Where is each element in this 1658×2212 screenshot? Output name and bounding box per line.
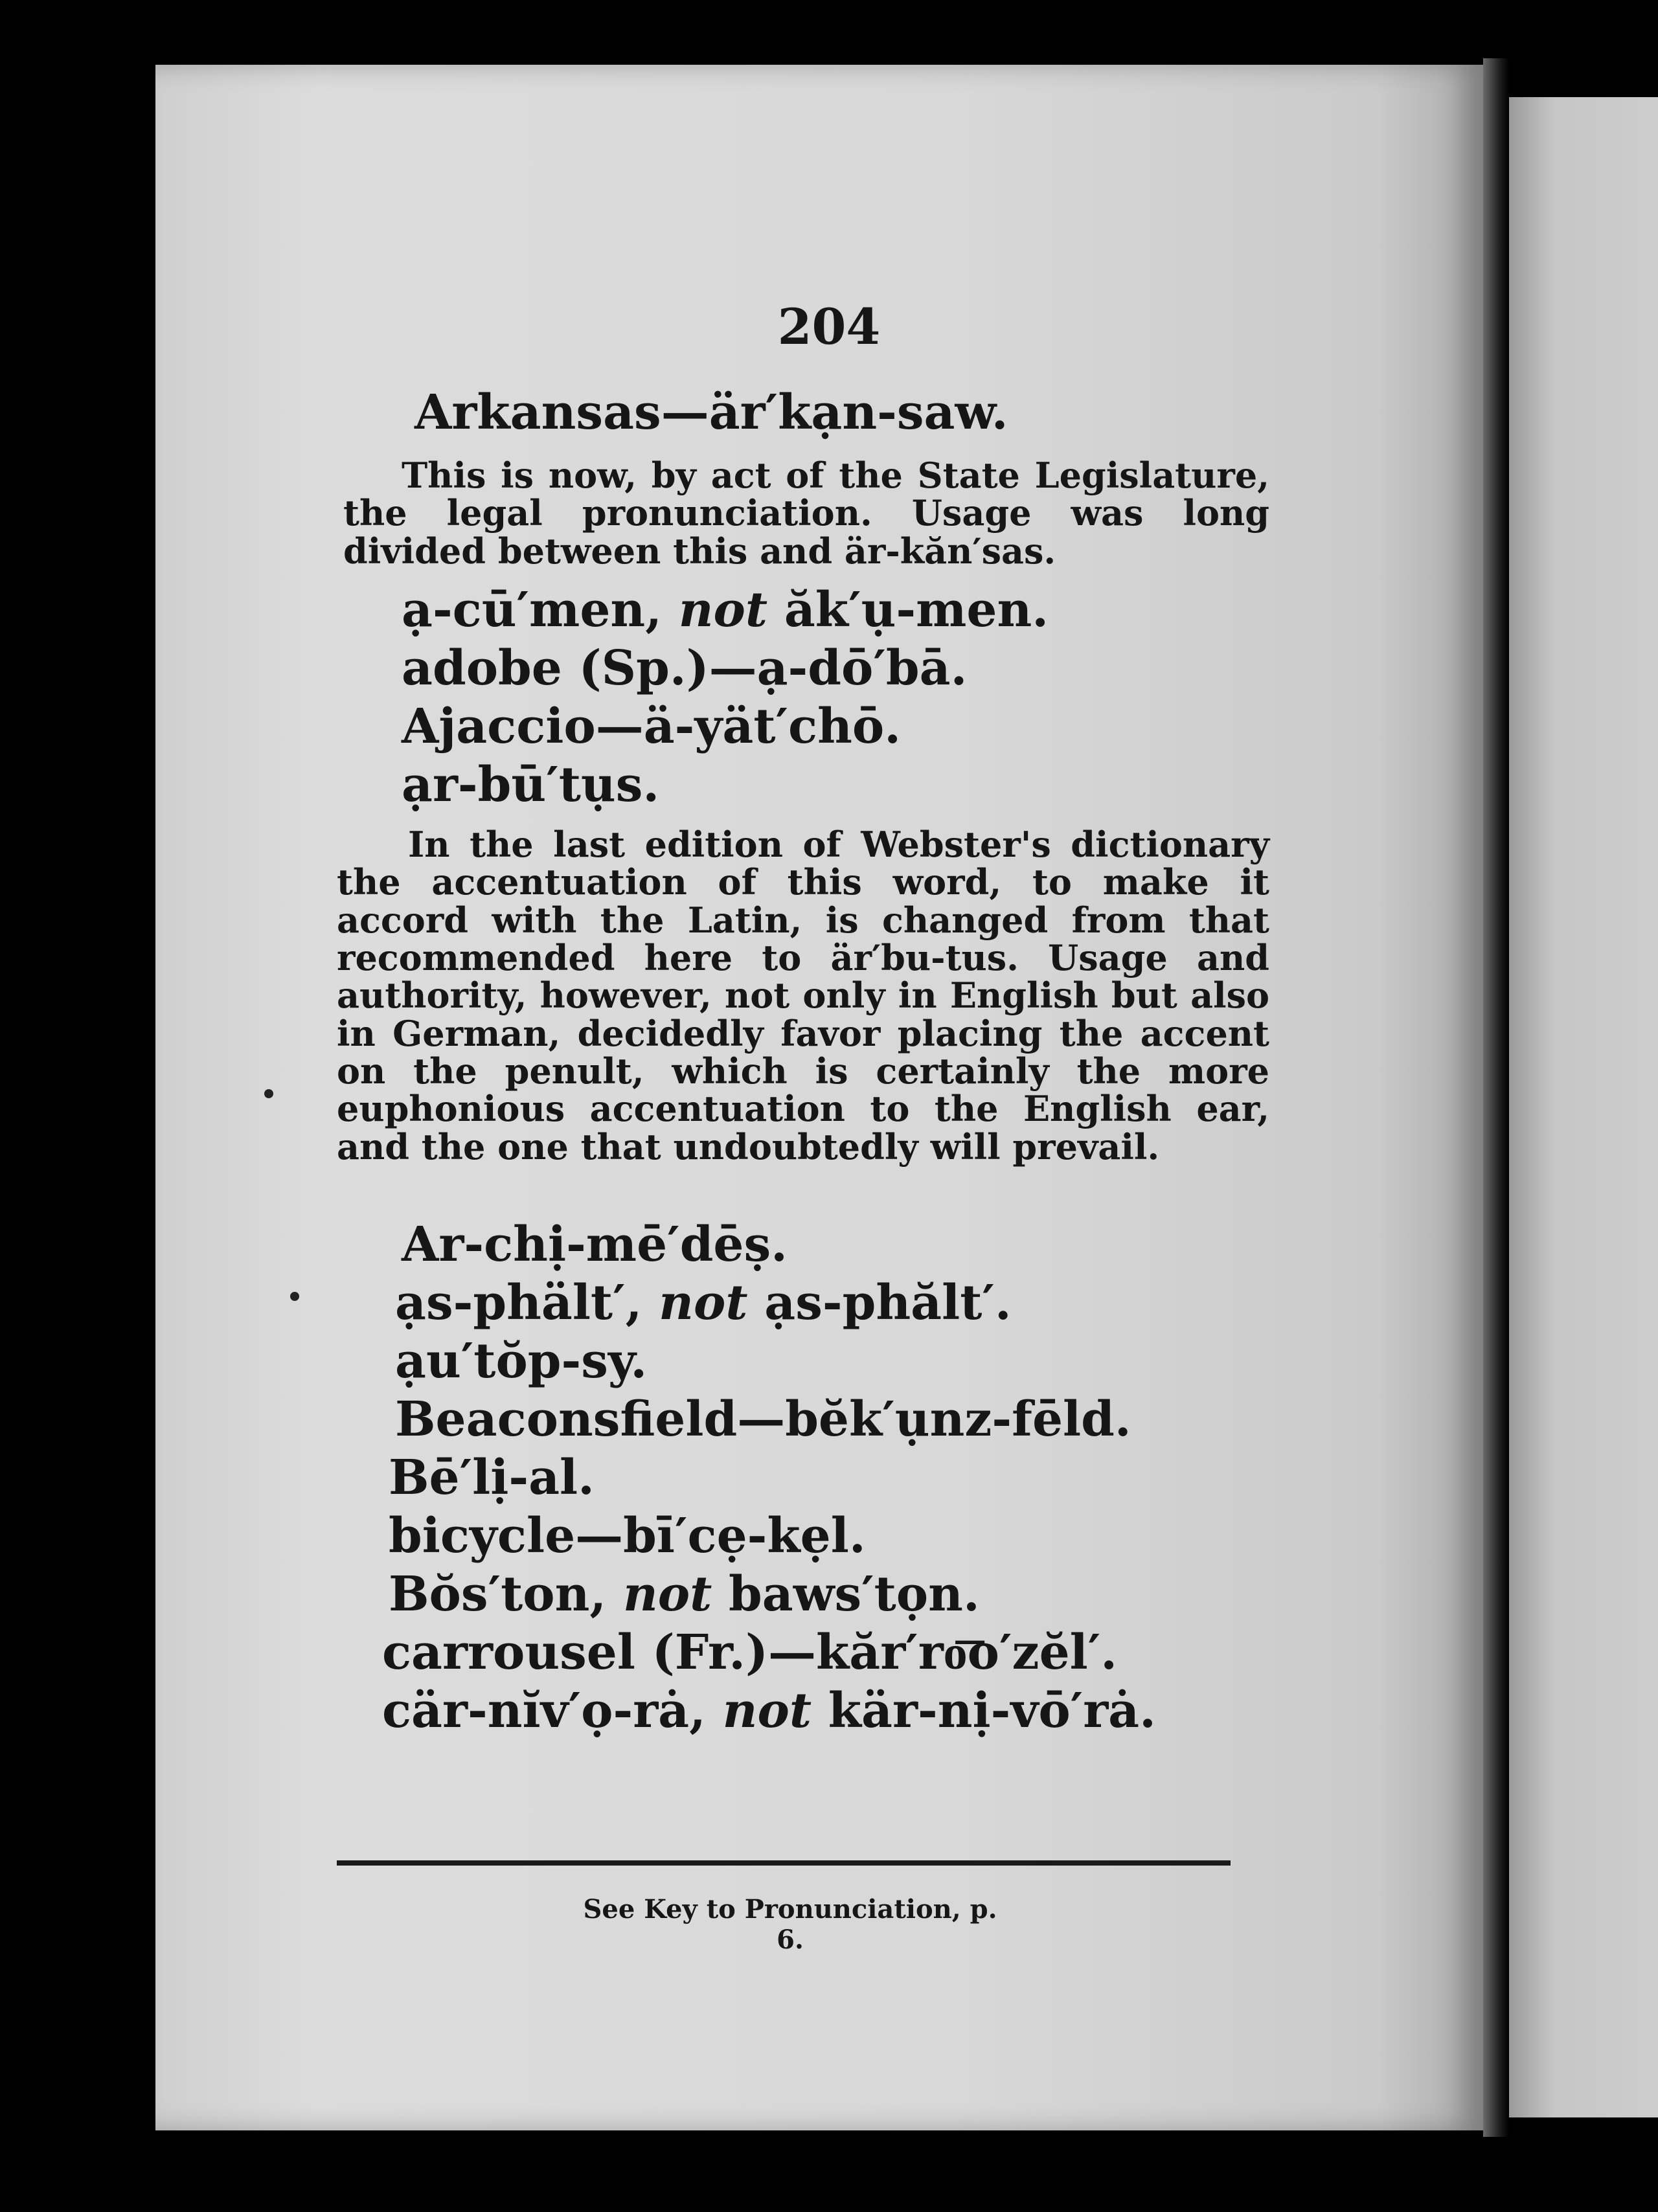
page-number: 204 <box>777 298 881 356</box>
book-page-right <box>1509 97 1658 2117</box>
entry-belial: Bē′lị-al. <box>389 1450 595 1506</box>
entry-autopsy: ạu′tŏp-sy. <box>395 1333 648 1389</box>
entry-boston: Bŏs′ton, not baws′tọn. <box>389 1566 980 1622</box>
entry-archimedes: Ar-chị-mē′dēṣ. <box>402 1217 788 1272</box>
entry-arbutus: ạr-bū′tụs. <box>402 757 660 813</box>
entry-beaconsfield: Beaconsfield—bĕk′ụnz-fēld. <box>395 1392 1131 1447</box>
entry-ajaccio: Ajaccio—ä-yät′chō. <box>402 699 902 754</box>
entry-bicycle: bicycle—bī′cẹ-kẹl. <box>389 1508 866 1564</box>
pronunciation-list <box>337 385 1269 1745</box>
footer-rule <box>337 1860 1231 1866</box>
entry-arkansas: Arkansas—är′kạn-saw. <box>414 385 1008 440</box>
ink-speck <box>290 1292 299 1301</box>
entry-carnivora: cär-nĭv′ọ-rȧ, not kär-nị-vō′rȧ. <box>382 1683 1156 1739</box>
entry-acumen: ạ-cū′men, not ăk′ụ-men. <box>402 582 1049 638</box>
entry-adobe: adobe (Sp.)—ạ-dō′bā. <box>402 640 968 696</box>
ink-speck <box>264 1089 273 1098</box>
book-gutter <box>1483 58 1509 2137</box>
footer-note: See Key to Pronunciation, p. 6. <box>583 1894 997 1955</box>
entry-asphalt: ạs-phält′, not ạs-phălt′. <box>395 1275 1012 1331</box>
entry-carrousel: carrousel (Fr.)—kăr′ro͞o′zĕl′. <box>382 1625 1118 1680</box>
note-arkansas: This is now, by act of the State Legislature, the legal pronunciation. Usage was long divided between this and är-kăn′sas. <box>343 455 1269 572</box>
note-arbutus: In the last edition of Webster's dictionary the accentuation of this word, to make it accord with the Latin, is changed from that recommended here to är′bu-tus. Usage and authority, however, not only in English but also in German, decidedly favor placing the accent on the penult, which is certainly the more euphonious accentuation to the English ear, and the one that undoubtedly will prevail. <box>337 824 1269 1168</box>
